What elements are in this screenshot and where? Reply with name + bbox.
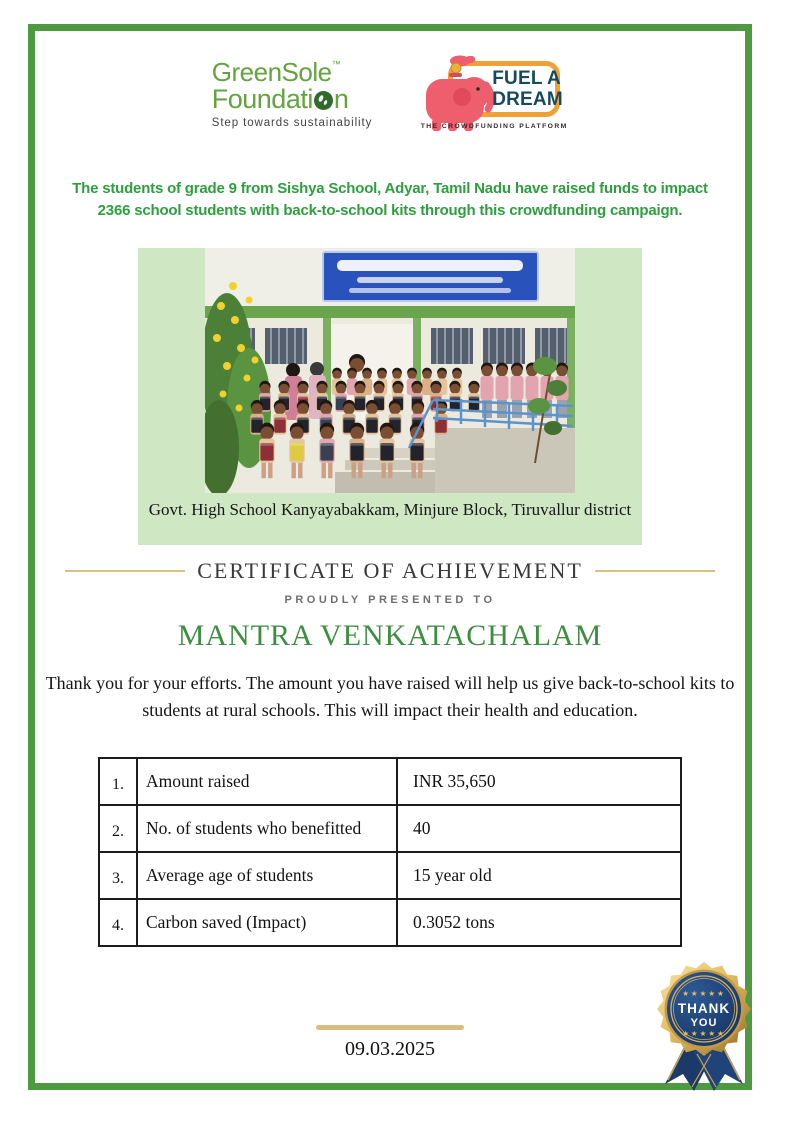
row-label: Average age of students	[137, 852, 397, 899]
campaign-statement-line1: The students of grade 9 from Sishya School, Adyar, Tamil Nadu have raised funds to impact	[72, 180, 708, 197]
table-row	[99, 805, 681, 852]
fuel-a-dream-logo	[420, 53, 568, 135]
campaign-statement-line2: 2366 school students with back-to-school kits through this crowdfunding campaign.	[97, 201, 683, 219]
school-signboard	[323, 252, 538, 301]
certificate-heading: CERTIFICATE OF ACHIEVEMENT	[197, 557, 583, 583]
certificate-content	[35, 31, 745, 1083]
row-value: INR 35,650	[397, 758, 681, 805]
badge-stars-top: ★★★★★	[682, 989, 726, 998]
date-block	[35, 1025, 745, 1061]
table-row	[99, 758, 681, 805]
badge-stars-bottom: ★★★★★	[682, 1029, 726, 1038]
school-photo	[205, 248, 575, 493]
fuel-a-dream-wordmark: FUEL A DREAM	[492, 68, 563, 110]
certificate-heading-row	[35, 558, 745, 584]
greensole-foundation-logo	[211, 56, 373, 130]
globe-footprint-icon	[314, 91, 333, 110]
row-label: Amount raised	[137, 758, 397, 805]
row-number: 3.	[99, 852, 137, 899]
row-label: Carbon saved (Impact)	[137, 899, 397, 946]
greensole-wordmark: GreenSole™	[211, 56, 341, 87]
row-value: 40	[397, 805, 681, 852]
table-row	[99, 899, 681, 946]
fuel-a-dream-tagline: THE CROWDFUNDING PLATFORM	[420, 123, 568, 130]
recipient-name: MANTRA VENKATACHALAM	[177, 618, 603, 652]
row-number: 4.	[99, 899, 137, 946]
thanks-message-line2: students at rural schools. This will impact their health and education.	[142, 699, 638, 720]
accent-line-right	[595, 570, 715, 572]
table-row	[99, 852, 681, 899]
photo-caption: Govt. High School Kanyayabakkam, Minjure Block, Tiruvallur district	[148, 499, 632, 519]
badge-text-thank: THANK	[677, 1001, 731, 1016]
logo-row	[35, 58, 745, 130]
campaign-statement	[35, 178, 745, 222]
thanks-message-line1: Thank you for your efforts. The amount you have raised will help us give back-to-school kits to	[45, 672, 735, 693]
badge-text-you: YOU	[690, 1017, 718, 1029]
greensole-tagline: Step towards sustainability	[211, 116, 373, 129]
foundation-wordmark: Foundati n	[211, 83, 349, 114]
presented-to-label: PROUDLY PRESENTED TO	[284, 593, 496, 606]
row-value: 15 year old	[397, 852, 681, 899]
impact-table	[98, 757, 682, 947]
row-number: 1.	[99, 758, 137, 805]
date-underline	[316, 1025, 464, 1030]
accent-line-left	[65, 570, 185, 572]
photo-frame	[138, 248, 642, 545]
thanks-message	[35, 670, 745, 724]
certificate-date: 09.03.2025	[345, 1038, 435, 1060]
thank-you-badge	[644, 955, 764, 1095]
trademark-symbol: ™	[331, 58, 341, 69]
row-number: 2.	[99, 805, 137, 852]
row-label: No. of students who benefitted	[137, 805, 397, 852]
row-value: 0.3052 tons	[397, 899, 681, 946]
